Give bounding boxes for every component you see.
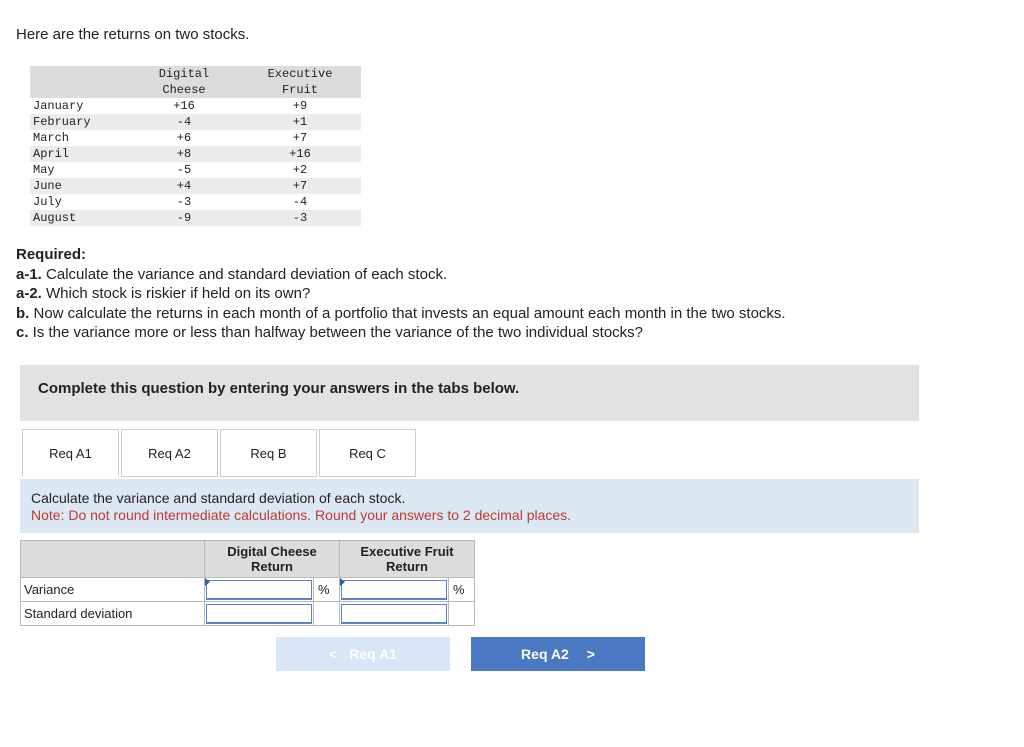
digital-cheese-cell: -5 bbox=[129, 162, 239, 178]
std-dev-label: Standard deviation bbox=[21, 602, 205, 626]
instructions-banner bbox=[20, 365, 919, 421]
month-header bbox=[30, 66, 129, 98]
month-cell: February bbox=[30, 114, 129, 130]
std-dev-row bbox=[21, 602, 475, 626]
digital-cheese-header-line2: Cheese bbox=[162, 83, 206, 97]
required-item-label: a-2. bbox=[16, 285, 42, 302]
returns-row bbox=[30, 162, 361, 178]
variance-row bbox=[21, 578, 475, 602]
required-item-text: Which stock is riskier if held on its own? bbox=[41, 285, 311, 302]
month-cell: May bbox=[30, 162, 129, 178]
returns-row bbox=[30, 130, 361, 146]
required-item-a1 bbox=[16, 265, 786, 285]
answer-table bbox=[20, 540, 475, 626]
required-item-text: Calculate the variance and standard deviation of each stock. bbox=[41, 265, 448, 283]
executive-fruit-return-header-line2: Return bbox=[386, 559, 428, 574]
executive-fruit-cell: +7 bbox=[239, 178, 361, 194]
digital-cheese-cell: +16 bbox=[129, 98, 239, 114]
tab-req-b[interactable]: Req B bbox=[220, 429, 317, 477]
empty-unit-cell bbox=[314, 602, 340, 626]
tab-req-a2[interactable]: Req A2 bbox=[121, 429, 218, 477]
month-cell: March bbox=[30, 130, 129, 146]
instructions-main: Calculate the variance and standard deviation of each stock. bbox=[31, 490, 406, 506]
digital-cheese-cell: -9 bbox=[129, 210, 239, 226]
required-section bbox=[16, 245, 786, 343]
required-item-text: Now calculate the returns in each month of a portfolio that invests an equal amount each month in the two stocks. bbox=[29, 304, 786, 322]
next-button-label: Req A2 bbox=[521, 646, 569, 662]
executive-fruit-std-dev-input[interactable] bbox=[341, 604, 447, 624]
returns-row bbox=[30, 146, 361, 162]
answer-header-row bbox=[21, 541, 475, 578]
tab-bar bbox=[22, 429, 418, 478]
next-req-a2-button[interactable] bbox=[471, 637, 645, 671]
executive-fruit-cell: -4 bbox=[239, 194, 361, 210]
percent-unit: % bbox=[449, 578, 475, 602]
chevron-left-icon: < bbox=[329, 646, 338, 662]
executive-fruit-return-header-line1: Executive Fruit bbox=[360, 544, 454, 559]
digital-cheese-header-line1: Digital bbox=[158, 67, 210, 81]
returns-row bbox=[30, 114, 361, 130]
prev-req-a1-button[interactable] bbox=[276, 637, 450, 671]
returns-row bbox=[30, 194, 361, 210]
digital-cheese-return-header-line2: Return bbox=[251, 559, 293, 574]
digital-cheese-return-header bbox=[205, 541, 340, 578]
executive-fruit-cell: +1 bbox=[239, 114, 361, 130]
instructions-note: Note: Do not round intermediate calculations. Round your answers to 2 decimal places. bbox=[31, 507, 572, 523]
answer-header-blank bbox=[21, 541, 205, 578]
tab-req-c[interactable]: Req C bbox=[319, 429, 416, 477]
returns-row bbox=[30, 98, 361, 114]
input-marker-icon bbox=[205, 578, 210, 586]
digital-cheese-cell: +4 bbox=[129, 178, 239, 194]
required-item-c bbox=[16, 323, 786, 343]
month-cell: June bbox=[30, 178, 129, 194]
digital-cheese-header bbox=[129, 66, 239, 98]
empty-unit-cell bbox=[449, 602, 475, 626]
returns-row bbox=[30, 178, 361, 194]
tab-req-a1[interactable]: Req A1 bbox=[22, 429, 119, 477]
digital-cheese-std-dev-input[interactable] bbox=[206, 604, 312, 624]
executive-fruit-variance-input[interactable] bbox=[341, 580, 447, 600]
executive-std-dev-cell bbox=[340, 602, 449, 626]
digital-std-dev-cell bbox=[205, 602, 314, 626]
required-item-label: c. bbox=[16, 324, 29, 341]
returns-header-row bbox=[30, 66, 361, 98]
variance-label: Variance bbox=[21, 578, 205, 602]
required-item-text: Is the variance more or less than halfway between the variance of the two individual stocks? bbox=[28, 324, 644, 341]
banner-text: Complete this question by entering your answers in the tabs below. bbox=[38, 380, 520, 397]
question-instructions bbox=[20, 479, 919, 533]
digital-cheese-cell: -4 bbox=[129, 114, 239, 130]
returns-table bbox=[30, 66, 361, 226]
digital-cheese-cell: +8 bbox=[129, 146, 239, 162]
month-cell: August bbox=[30, 210, 129, 226]
digital-cheese-cell: -3 bbox=[129, 194, 239, 210]
digital-variance-cell bbox=[205, 578, 314, 602]
executive-fruit-header-line2: Fruit bbox=[281, 83, 318, 97]
chevron-right-icon: > bbox=[586, 646, 595, 662]
required-item-a2 bbox=[16, 284, 786, 304]
month-cell: July bbox=[30, 194, 129, 210]
executive-fruit-header-line1: Executive bbox=[267, 67, 333, 81]
input-marker-icon bbox=[340, 578, 345, 586]
executive-fruit-cell: +7 bbox=[239, 130, 361, 146]
required-item-label: b. bbox=[16, 304, 30, 322]
month-cell: January bbox=[30, 98, 129, 114]
digital-cheese-cell: +6 bbox=[129, 130, 239, 146]
executive-variance-cell bbox=[340, 578, 449, 602]
required-title: Required: bbox=[16, 246, 87, 263]
month-cell: April bbox=[30, 146, 129, 162]
intro-text: Here are the returns on two stocks. bbox=[16, 26, 250, 43]
percent-unit: % bbox=[314, 578, 340, 602]
prev-button-label: Req A1 bbox=[349, 646, 397, 662]
required-item-label: a-1. bbox=[16, 265, 42, 283]
returns-row bbox=[30, 210, 361, 226]
executive-fruit-return-header bbox=[340, 541, 475, 578]
executive-fruit-header bbox=[239, 66, 361, 98]
executive-fruit-cell: -3 bbox=[239, 210, 361, 226]
executive-fruit-cell: +16 bbox=[239, 146, 361, 162]
digital-cheese-variance-input[interactable] bbox=[206, 580, 312, 600]
executive-fruit-cell: +9 bbox=[239, 98, 361, 114]
digital-cheese-return-header-line1: Digital Cheese bbox=[227, 544, 317, 559]
executive-fruit-cell: +2 bbox=[239, 162, 361, 178]
required-item-b bbox=[16, 304, 786, 324]
